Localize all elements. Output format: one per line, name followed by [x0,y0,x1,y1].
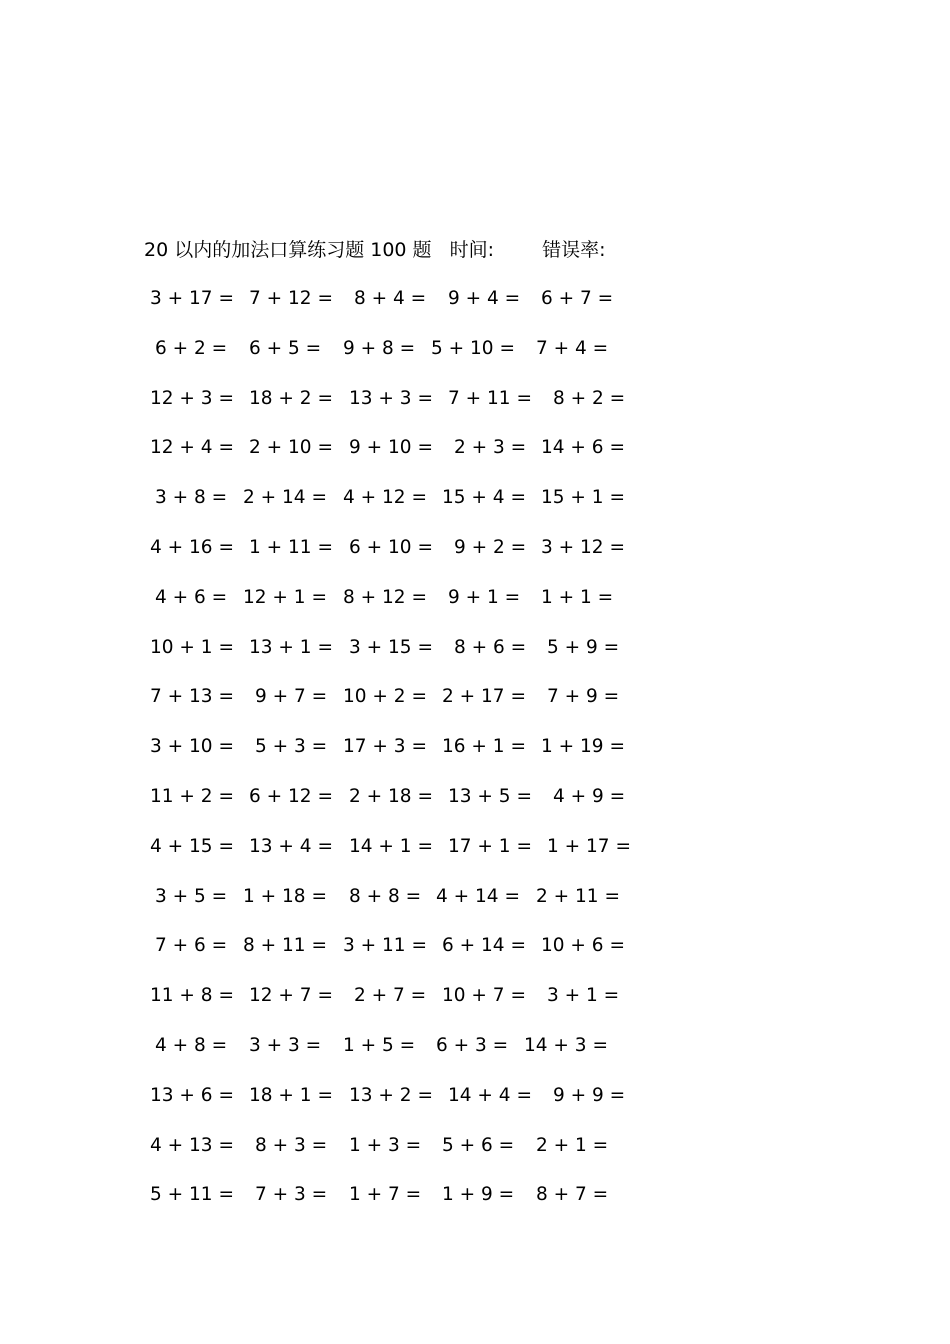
problem-r11-c3: 2 + 18 = [349,786,433,807]
problem-r18-c2: 8 + 3 = [255,1135,328,1156]
problem-r11-c5: 4 + 9 = [553,786,626,807]
problem-r16-c2: 3 + 3 = [249,1035,322,1056]
problem-r1-c2: 7 + 12 = [249,288,333,309]
problem-r18-c1: 4 + 13 = [150,1135,234,1156]
problem-r15-c5: 3 + 1 = [547,985,620,1006]
problem-r9-c1: 7 + 13 = [150,686,234,707]
problem-r1-c4: 9 + 4 = [448,288,521,309]
problem-r15-c4: 10 + 7 = [442,985,526,1006]
problem-r1-c3: 8 + 4 = [354,288,427,309]
problem-r4-c1: 12 + 4 = [150,437,234,458]
problem-r15-c1: 11 + 8 = [150,985,234,1006]
problem-r8-c2: 13 + 1 = [249,637,333,658]
problem-r14-c1: 7 + 6 = [155,935,228,956]
problem-r8-c1: 10 + 1 = [150,637,234,658]
problem-r16-c5: 14 + 3 = [524,1035,608,1056]
problem-r6-c2: 1 + 11 = [249,537,333,558]
problem-r13-c4: 4 + 14 = [436,886,520,907]
problem-r16-c3: 1 + 5 = [343,1035,416,1056]
problem-r8-c3: 3 + 15 = [349,637,433,658]
problem-r2-c1: 6 + 2 = [155,338,228,359]
problem-r15-c2: 12 + 7 = [249,985,333,1006]
problem-r12-c5: 1 + 17 = [547,836,631,857]
problem-r6-c3: 6 + 10 = [349,537,433,558]
problem-r6-c5: 3 + 12 = [541,537,625,558]
problem-r5-c2: 2 + 14 = [243,487,327,508]
problem-r4-c2: 2 + 10 = [249,437,333,458]
problem-r19-c3: 1 + 7 = [349,1184,422,1205]
worksheet-title: 20 以内的加法口算练习题 100 题 [144,239,432,261]
problem-r19-c4: 1 + 9 = [442,1184,515,1205]
problem-r7-c3: 8 + 12 = [343,587,427,608]
error-rate-label: 错误率: [542,239,606,261]
problem-r13-c2: 1 + 18 = [243,886,327,907]
problem-r8-c5: 5 + 9 = [547,637,620,658]
problem-r14-c3: 3 + 11 = [343,935,427,956]
problem-r13-c3: 8 + 8 = [349,886,422,907]
problem-r9-c3: 10 + 2 = [343,686,427,707]
problem-r12-c2: 13 + 4 = [249,836,333,857]
problem-r11-c2: 6 + 12 = [249,786,333,807]
problem-r10-c5: 1 + 19 = [541,736,625,757]
problem-r15-c3: 2 + 7 = [354,985,427,1006]
problem-r17-c4: 14 + 4 = [448,1085,532,1106]
problem-r5-c3: 4 + 12 = [343,487,427,508]
problem-r12-c4: 17 + 1 = [448,836,532,857]
problem-r17-c3: 13 + 2 = [349,1085,433,1106]
problem-r16-c4: 6 + 3 = [436,1035,509,1056]
problem-r7-c4: 9 + 1 = [448,587,521,608]
problem-r2-c2: 6 + 5 = [249,338,322,359]
problem-r2-c3: 9 + 8 = [343,338,416,359]
time-label: 时间: [449,239,495,261]
problem-r6-c4: 9 + 2 = [454,537,527,558]
problem-r7-c1: 4 + 6 = [155,587,228,608]
problem-r13-c5: 2 + 11 = [536,886,620,907]
problem-r4-c3: 9 + 10 = [349,437,433,458]
problem-r17-c2: 18 + 1 = [249,1085,333,1106]
problem-r19-c1: 5 + 11 = [150,1184,234,1205]
problem-r4-c4: 2 + 3 = [454,437,527,458]
problem-r8-c4: 8 + 6 = [454,637,527,658]
problem-r13-c1: 3 + 5 = [155,886,228,907]
problem-r14-c2: 8 + 11 = [243,935,327,956]
problem-r5-c4: 15 + 4 = [442,487,526,508]
problem-r18-c4: 5 + 6 = [442,1135,515,1156]
problem-r3-c2: 18 + 2 = [249,388,333,409]
problem-r3-c4: 7 + 11 = [448,388,532,409]
problem-r16-c1: 4 + 8 = [155,1035,228,1056]
problem-r2-c5: 7 + 4 = [536,338,609,359]
problem-r3-c3: 13 + 3 = [349,388,433,409]
problem-r3-c5: 8 + 2 = [553,388,626,409]
problem-r10-c4: 16 + 1 = [442,736,526,757]
problem-r1-c1: 3 + 17 = [150,288,234,309]
problem-r14-c4: 6 + 14 = [442,935,526,956]
problem-r7-c2: 12 + 1 = [243,587,327,608]
problem-r9-c5: 7 + 9 = [547,686,620,707]
problem-r19-c2: 7 + 3 = [255,1184,328,1205]
problem-r19-c5: 8 + 7 = [536,1184,609,1205]
problem-r10-c3: 17 + 3 = [343,736,427,757]
problem-r9-c4: 2 + 17 = [442,686,526,707]
problem-r11-c4: 13 + 5 = [448,786,532,807]
problem-r17-c1: 13 + 6 = [150,1085,234,1106]
problem-r2-c4: 5 + 10 = [431,338,515,359]
problem-r9-c2: 9 + 7 = [255,686,328,707]
problem-r17-c5: 9 + 9 = [553,1085,626,1106]
problem-r18-c5: 2 + 1 = [536,1135,609,1156]
problem-r18-c3: 1 + 3 = [349,1135,422,1156]
problem-r14-c5: 10 + 6 = [541,935,625,956]
problem-r3-c1: 12 + 3 = [150,388,234,409]
problem-r12-c1: 4 + 15 = [150,836,234,857]
problem-r10-c1: 3 + 10 = [150,736,234,757]
problem-r11-c1: 11 + 2 = [150,786,234,807]
problem-r5-c5: 15 + 1 = [541,487,625,508]
problem-r12-c3: 14 + 1 = [349,836,433,857]
problem-r10-c2: 5 + 3 = [255,736,328,757]
problem-r1-c5: 6 + 7 = [541,288,614,309]
problem-r6-c1: 4 + 16 = [150,537,234,558]
problem-r4-c5: 14 + 6 = [541,437,625,458]
problem-r7-c5: 1 + 1 = [541,587,614,608]
problem-r5-c1: 3 + 8 = [155,487,228,508]
